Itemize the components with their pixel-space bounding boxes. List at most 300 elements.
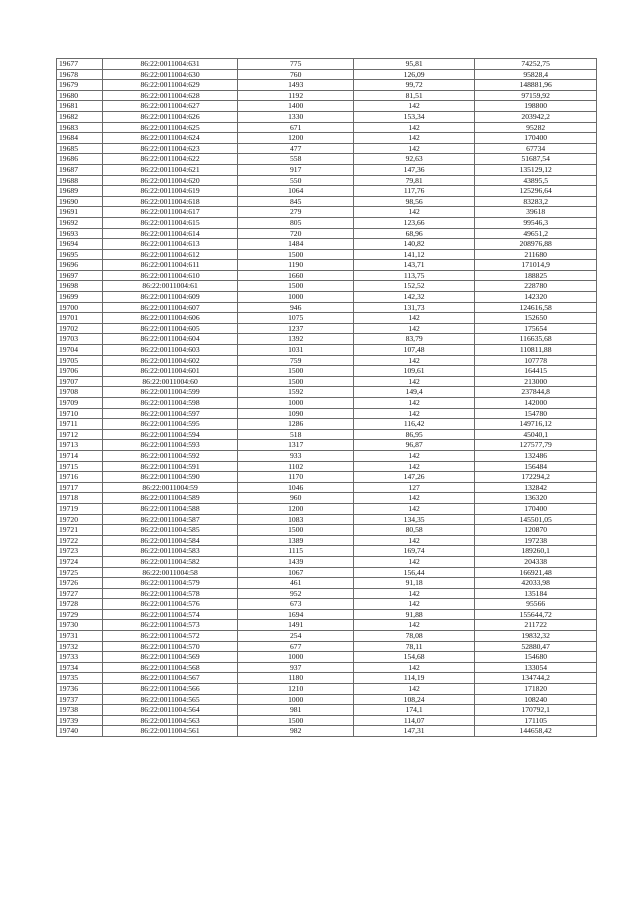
value-cell: 237844,8 bbox=[475, 387, 597, 398]
value-cell: 95282 bbox=[475, 122, 597, 133]
value-cell: 43895,5 bbox=[475, 175, 597, 186]
row-number-cell: 19700 bbox=[57, 302, 103, 313]
cadastral-number-cell: 86:22:0011004:621 bbox=[102, 164, 238, 175]
rate-cell: 113,75 bbox=[353, 270, 474, 281]
row-number-cell: 19720 bbox=[57, 514, 103, 525]
value-cell: 170792,1 bbox=[475, 705, 597, 716]
area-cell: 1500 bbox=[238, 376, 353, 387]
area-cell: 937 bbox=[238, 662, 353, 673]
rate-cell: 91,88 bbox=[353, 609, 474, 620]
cadastral-number-cell: 86:22:0011004:589 bbox=[102, 493, 238, 504]
value-cell: 152650 bbox=[475, 313, 597, 324]
cadastral-number-cell: 86:22:0011004:618 bbox=[102, 196, 238, 207]
cadastral-number-cell: 86:22:0011004:613 bbox=[102, 239, 238, 250]
row-number-cell: 19686 bbox=[57, 154, 103, 165]
value-cell: 95828,4 bbox=[475, 69, 597, 80]
value-cell: 19832,32 bbox=[475, 631, 597, 642]
cadastral-number-cell: 86:22:0011004:609 bbox=[102, 292, 238, 303]
row-number-cell: 19716 bbox=[57, 472, 103, 483]
area-cell: 1237 bbox=[238, 323, 353, 334]
area-cell: 1090 bbox=[238, 408, 353, 419]
cadastral-number-cell: 86:22:0011004:564 bbox=[102, 705, 238, 716]
area-cell: 759 bbox=[238, 355, 353, 366]
value-cell: 110811,88 bbox=[475, 345, 597, 356]
cadastral-number-cell: 86:22:0011004:61 bbox=[102, 281, 238, 292]
cadastral-number-cell: 86:22:0011004:601 bbox=[102, 366, 238, 377]
rate-cell: 154,68 bbox=[353, 652, 474, 663]
row-number-cell: 19710 bbox=[57, 408, 103, 419]
cadastral-number-cell: 86:22:0011004:631 bbox=[102, 59, 238, 70]
rate-cell: 123,66 bbox=[353, 217, 474, 228]
cadastral-number-cell: 86:22:0011004:594 bbox=[102, 429, 238, 440]
cadastral-number-cell: 86:22:0011004:614 bbox=[102, 228, 238, 239]
value-cell: 172294,2 bbox=[475, 472, 597, 483]
table-row bbox=[57, 652, 597, 663]
table-row bbox=[57, 207, 597, 218]
rate-cell: 126,09 bbox=[353, 69, 474, 80]
rate-cell: 142 bbox=[353, 101, 474, 112]
rate-cell: 149,4 bbox=[353, 387, 474, 398]
value-cell: 51687,54 bbox=[475, 154, 597, 165]
table-row bbox=[57, 122, 597, 133]
rate-cell: 108,24 bbox=[353, 694, 474, 705]
row-number-cell: 19694 bbox=[57, 239, 103, 250]
rate-cell: 99,72 bbox=[353, 80, 474, 91]
row-number-cell: 19706 bbox=[57, 366, 103, 377]
value-cell: 127577,79 bbox=[475, 440, 597, 451]
cadastral-number-cell: 86:22:0011004:573 bbox=[102, 620, 238, 631]
row-number-cell: 19717 bbox=[57, 482, 103, 493]
rate-cell: 142 bbox=[353, 493, 474, 504]
table-row bbox=[57, 726, 597, 737]
area-cell: 550 bbox=[238, 175, 353, 186]
area-cell: 279 bbox=[238, 207, 353, 218]
row-number-cell: 19699 bbox=[57, 292, 103, 303]
cadastral-number-cell: 86:22:0011004:599 bbox=[102, 387, 238, 398]
row-number-cell: 19735 bbox=[57, 673, 103, 684]
row-number-cell: 19724 bbox=[57, 556, 103, 567]
table-row bbox=[57, 313, 597, 324]
cadastral-number-cell: 86:22:0011004:597 bbox=[102, 408, 238, 419]
cadastral-number-cell: 86:22:0011004:590 bbox=[102, 472, 238, 483]
row-number-cell: 19723 bbox=[57, 546, 103, 557]
row-number-cell: 19685 bbox=[57, 143, 103, 154]
value-cell: 204338 bbox=[475, 556, 597, 567]
table-row bbox=[57, 631, 597, 642]
area-cell: 933 bbox=[238, 450, 353, 461]
value-cell: 49651,2 bbox=[475, 228, 597, 239]
table-row bbox=[57, 249, 597, 260]
table-row bbox=[57, 472, 597, 483]
value-cell: 175654 bbox=[475, 323, 597, 334]
rate-cell: 92,63 bbox=[353, 154, 474, 165]
cadastral-number-cell: 86:22:0011004:563 bbox=[102, 715, 238, 726]
row-number-cell: 19725 bbox=[57, 567, 103, 578]
rate-cell: 142 bbox=[353, 535, 474, 546]
cadastral-number-cell: 86:22:0011004:585 bbox=[102, 525, 238, 536]
area-cell: 1392 bbox=[238, 334, 353, 345]
cadastral-number-cell: 86:22:0011004:565 bbox=[102, 694, 238, 705]
area-cell: 477 bbox=[238, 143, 353, 154]
value-cell: 108240 bbox=[475, 694, 597, 705]
table-row bbox=[57, 80, 597, 91]
table-row bbox=[57, 101, 597, 112]
table-row bbox=[57, 323, 597, 334]
area-cell: 1694 bbox=[238, 609, 353, 620]
area-cell: 1210 bbox=[238, 684, 353, 695]
row-number-cell: 19736 bbox=[57, 684, 103, 695]
value-cell: 116635,68 bbox=[475, 334, 597, 345]
rate-cell: 98,56 bbox=[353, 196, 474, 207]
value-cell: 228780 bbox=[475, 281, 597, 292]
value-cell: 124616,58 bbox=[475, 302, 597, 313]
area-cell: 720 bbox=[238, 228, 353, 239]
value-cell: 52880,47 bbox=[475, 641, 597, 652]
cadastral-number-cell: 86:22:0011004:569 bbox=[102, 652, 238, 663]
table-row bbox=[57, 355, 597, 366]
table-row bbox=[57, 641, 597, 652]
value-cell: 45040,1 bbox=[475, 429, 597, 440]
cadastral-number-cell: 86:22:0011004:630 bbox=[102, 69, 238, 80]
rate-cell: 142 bbox=[353, 408, 474, 419]
cadastral-number-cell: 86:22:0011004:587 bbox=[102, 514, 238, 525]
area-cell: 254 bbox=[238, 631, 353, 642]
rate-cell: 143,71 bbox=[353, 260, 474, 271]
table-row bbox=[57, 546, 597, 557]
area-cell: 775 bbox=[238, 59, 353, 70]
area-cell: 946 bbox=[238, 302, 353, 313]
rate-cell: 142 bbox=[353, 662, 474, 673]
cadastral-number-cell: 86:22:0011004:627 bbox=[102, 101, 238, 112]
area-cell: 671 bbox=[238, 122, 353, 133]
rate-cell: 68,96 bbox=[353, 228, 474, 239]
cadastral-number-cell: 86:22:0011004:591 bbox=[102, 461, 238, 472]
cadastral-number-cell: 86:22:0011004:584 bbox=[102, 535, 238, 546]
value-cell: 125296,64 bbox=[475, 186, 597, 197]
cadastral-number-cell: 86:22:0011004:624 bbox=[102, 133, 238, 144]
table-row bbox=[57, 440, 597, 451]
rate-cell: 153,34 bbox=[353, 111, 474, 122]
rate-cell: 95,81 bbox=[353, 59, 474, 70]
area-cell: 1031 bbox=[238, 345, 353, 356]
row-number-cell: 19732 bbox=[57, 641, 103, 652]
area-cell: 1115 bbox=[238, 546, 353, 557]
area-cell: 1064 bbox=[238, 186, 353, 197]
area-cell: 1000 bbox=[238, 292, 353, 303]
table-row bbox=[57, 525, 597, 536]
area-cell: 1493 bbox=[238, 80, 353, 91]
table-row bbox=[57, 398, 597, 409]
row-number-cell: 19689 bbox=[57, 186, 103, 197]
area-cell: 952 bbox=[238, 588, 353, 599]
row-number-cell: 19680 bbox=[57, 90, 103, 101]
row-number-cell: 19678 bbox=[57, 69, 103, 80]
table-row bbox=[57, 292, 597, 303]
rate-cell: 142 bbox=[353, 323, 474, 334]
value-cell: 156484 bbox=[475, 461, 597, 472]
rate-cell: 107,48 bbox=[353, 345, 474, 356]
table-row bbox=[57, 133, 597, 144]
rate-cell: 142 bbox=[353, 355, 474, 366]
cadastral-number-cell: 86:22:0011004:625 bbox=[102, 122, 238, 133]
rate-cell: 142,32 bbox=[353, 292, 474, 303]
row-number-cell: 19679 bbox=[57, 80, 103, 91]
row-number-cell: 19739 bbox=[57, 715, 103, 726]
row-number-cell: 19681 bbox=[57, 101, 103, 112]
value-cell: 132486 bbox=[475, 450, 597, 461]
rate-cell: 142 bbox=[353, 556, 474, 567]
rate-cell: 79,81 bbox=[353, 175, 474, 186]
value-cell: 154780 bbox=[475, 408, 597, 419]
value-cell: 135129,12 bbox=[475, 164, 597, 175]
cadastral-number-cell: 86:22:0011004:612 bbox=[102, 249, 238, 260]
area-cell: 1170 bbox=[238, 472, 353, 483]
cadastral-number-cell: 86:22:0011004:617 bbox=[102, 207, 238, 218]
value-cell: 154680 bbox=[475, 652, 597, 663]
area-cell: 1200 bbox=[238, 503, 353, 514]
rate-cell: 142 bbox=[353, 588, 474, 599]
rate-cell: 131,73 bbox=[353, 302, 474, 313]
area-cell: 1046 bbox=[238, 482, 353, 493]
rate-cell: 147,31 bbox=[353, 726, 474, 737]
table-row bbox=[57, 578, 597, 589]
table-row bbox=[57, 69, 597, 80]
area-cell: 518 bbox=[238, 429, 353, 440]
rate-cell: 127 bbox=[353, 482, 474, 493]
table-row bbox=[57, 535, 597, 546]
rate-cell: 81,51 bbox=[353, 90, 474, 101]
table-row bbox=[57, 143, 597, 154]
rate-cell: 142 bbox=[353, 133, 474, 144]
area-cell: 1000 bbox=[238, 694, 353, 705]
rate-cell: 142 bbox=[353, 143, 474, 154]
rate-cell: 147,26 bbox=[353, 472, 474, 483]
row-number-cell: 19704 bbox=[57, 345, 103, 356]
rate-cell: 78,11 bbox=[353, 641, 474, 652]
value-cell: 198800 bbox=[475, 101, 597, 112]
area-cell: 1102 bbox=[238, 461, 353, 472]
table-row bbox=[57, 154, 597, 165]
value-cell: 134744,2 bbox=[475, 673, 597, 684]
rate-cell: 142 bbox=[353, 398, 474, 409]
area-cell: 1500 bbox=[238, 281, 353, 292]
area-cell: 1067 bbox=[238, 567, 353, 578]
table-row bbox=[57, 111, 597, 122]
value-cell: 211680 bbox=[475, 249, 597, 260]
area-cell: 845 bbox=[238, 196, 353, 207]
cadastral-number-cell: 86:22:0011004:578 bbox=[102, 588, 238, 599]
area-cell: 1500 bbox=[238, 249, 353, 260]
table-row bbox=[57, 588, 597, 599]
cadastral-number-cell: 86:22:0011004:59 bbox=[102, 482, 238, 493]
cadastral-number-cell: 86:22:0011004:595 bbox=[102, 419, 238, 430]
table-row bbox=[57, 694, 597, 705]
value-cell: 155644,72 bbox=[475, 609, 597, 620]
cadastral-number-cell: 86:22:0011004:610 bbox=[102, 270, 238, 281]
value-cell: 145501,05 bbox=[475, 514, 597, 525]
row-number-cell: 19740 bbox=[57, 726, 103, 737]
area-cell: 1075 bbox=[238, 313, 353, 324]
area-cell: 461 bbox=[238, 578, 353, 589]
value-cell: 133054 bbox=[475, 662, 597, 673]
cadastral-number-cell: 86:22:0011004:566 bbox=[102, 684, 238, 695]
area-cell: 1592 bbox=[238, 387, 353, 398]
rate-cell: 169,74 bbox=[353, 546, 474, 557]
row-number-cell: 19711 bbox=[57, 419, 103, 430]
value-cell: 83283,2 bbox=[475, 196, 597, 207]
area-cell: 1180 bbox=[238, 673, 353, 684]
area-cell: 1439 bbox=[238, 556, 353, 567]
row-number-cell: 19738 bbox=[57, 705, 103, 716]
row-number-cell: 19709 bbox=[57, 398, 103, 409]
value-cell: 142000 bbox=[475, 398, 597, 409]
value-cell: 213000 bbox=[475, 376, 597, 387]
value-cell: 171105 bbox=[475, 715, 597, 726]
table-row bbox=[57, 90, 597, 101]
table-row bbox=[57, 493, 597, 504]
rate-cell: 147,36 bbox=[353, 164, 474, 175]
rate-cell: 156,44 bbox=[353, 567, 474, 578]
rate-cell: 91,18 bbox=[353, 578, 474, 589]
rate-cell: 117,76 bbox=[353, 186, 474, 197]
table-row bbox=[57, 715, 597, 726]
table-row bbox=[57, 387, 597, 398]
cadastral-number-cell: 86:22:0011004:603 bbox=[102, 345, 238, 356]
area-cell: 1000 bbox=[238, 398, 353, 409]
row-number-cell: 19696 bbox=[57, 260, 103, 271]
cadastral-number-cell: 86:22:0011004:602 bbox=[102, 355, 238, 366]
area-cell: 677 bbox=[238, 641, 353, 652]
cadastral-number-cell: 86:22:0011004:615 bbox=[102, 217, 238, 228]
row-number-cell: 19702 bbox=[57, 323, 103, 334]
cadastral-number-cell: 86:22:0011004:628 bbox=[102, 90, 238, 101]
table-row bbox=[57, 662, 597, 673]
area-cell: 1491 bbox=[238, 620, 353, 631]
value-cell: 188825 bbox=[475, 270, 597, 281]
area-cell: 1083 bbox=[238, 514, 353, 525]
area-cell: 760 bbox=[238, 69, 353, 80]
value-cell: 203942,2 bbox=[475, 111, 597, 122]
table-row bbox=[57, 705, 597, 716]
table-row bbox=[57, 59, 597, 70]
cadastral-number-cell: 86:22:0011004:619 bbox=[102, 186, 238, 197]
row-number-cell: 19734 bbox=[57, 662, 103, 673]
cadastral-number-cell: 86:22:0011004:561 bbox=[102, 726, 238, 737]
value-cell: 170400 bbox=[475, 503, 597, 514]
row-number-cell: 19697 bbox=[57, 270, 103, 281]
table-row bbox=[57, 556, 597, 567]
table-body bbox=[57, 59, 597, 737]
row-number-cell: 19705 bbox=[57, 355, 103, 366]
table-row bbox=[57, 408, 597, 419]
row-number-cell: 19713 bbox=[57, 440, 103, 451]
value-cell: 171014,9 bbox=[475, 260, 597, 271]
rate-cell: 141,12 bbox=[353, 249, 474, 260]
cadastral-number-cell: 86:22:0011004:588 bbox=[102, 503, 238, 514]
row-number-cell: 19715 bbox=[57, 461, 103, 472]
cadastral-number-cell: 86:22:0011004:620 bbox=[102, 175, 238, 186]
cadastral-number-cell: 86:22:0011004:606 bbox=[102, 313, 238, 324]
value-cell: 171820 bbox=[475, 684, 597, 695]
area-cell: 1192 bbox=[238, 90, 353, 101]
value-cell: 166921,48 bbox=[475, 567, 597, 578]
cadastral-number-cell: 86:22:0011004:593 bbox=[102, 440, 238, 451]
table-row bbox=[57, 609, 597, 620]
row-number-cell: 19722 bbox=[57, 535, 103, 546]
cadastral-number-cell: 86:22:0011004:623 bbox=[102, 143, 238, 154]
rate-cell: 140,82 bbox=[353, 239, 474, 250]
area-cell: 1317 bbox=[238, 440, 353, 451]
row-number-cell: 19698 bbox=[57, 281, 103, 292]
area-cell: 1660 bbox=[238, 270, 353, 281]
row-number-cell: 19731 bbox=[57, 631, 103, 642]
cadastral-number-cell: 86:22:0011004:570 bbox=[102, 641, 238, 652]
rate-cell: 142 bbox=[353, 620, 474, 631]
row-number-cell: 19737 bbox=[57, 694, 103, 705]
cadastral-number-cell: 86:22:0011004:58 bbox=[102, 567, 238, 578]
cadastral-number-cell: 86:22:0011004:592 bbox=[102, 450, 238, 461]
table-row bbox=[57, 270, 597, 281]
value-cell: 197238 bbox=[475, 535, 597, 546]
value-cell: 42033,98 bbox=[475, 578, 597, 589]
cadastral-number-cell: 86:22:0011004:626 bbox=[102, 111, 238, 122]
cadastral-number-cell: 86:22:0011004:567 bbox=[102, 673, 238, 684]
cadastral-number-cell: 86:22:0011004:611 bbox=[102, 260, 238, 271]
land-cadastral-table bbox=[56, 58, 597, 737]
value-cell: 95566 bbox=[475, 599, 597, 610]
row-number-cell: 19714 bbox=[57, 450, 103, 461]
row-number-cell: 19691 bbox=[57, 207, 103, 218]
table-row bbox=[57, 302, 597, 313]
table-row bbox=[57, 482, 597, 493]
area-cell: 1190 bbox=[238, 260, 353, 271]
cadastral-number-cell: 86:22:0011004:582 bbox=[102, 556, 238, 567]
rate-cell: 80,58 bbox=[353, 525, 474, 536]
rate-cell: 109,61 bbox=[353, 366, 474, 377]
cadastral-number-cell: 86:22:0011004:598 bbox=[102, 398, 238, 409]
row-number-cell: 19683 bbox=[57, 122, 103, 133]
value-cell: 142320 bbox=[475, 292, 597, 303]
rate-cell: 174,1 bbox=[353, 705, 474, 716]
area-cell: 1500 bbox=[238, 715, 353, 726]
table-row bbox=[57, 281, 597, 292]
row-number-cell: 19682 bbox=[57, 111, 103, 122]
table-row bbox=[57, 599, 597, 610]
rate-cell: 142 bbox=[353, 461, 474, 472]
row-number-cell: 19703 bbox=[57, 334, 103, 345]
row-number-cell: 19695 bbox=[57, 249, 103, 260]
table-row bbox=[57, 567, 597, 578]
row-number-cell: 19719 bbox=[57, 503, 103, 514]
area-cell: 981 bbox=[238, 705, 353, 716]
area-cell: 1400 bbox=[238, 101, 353, 112]
value-cell: 97159,92 bbox=[475, 90, 597, 101]
value-cell: 136320 bbox=[475, 493, 597, 504]
rate-cell: 142 bbox=[353, 376, 474, 387]
value-cell: 208976,88 bbox=[475, 239, 597, 250]
table-row bbox=[57, 376, 597, 387]
rate-cell: 142 bbox=[353, 313, 474, 324]
table-row bbox=[57, 450, 597, 461]
value-cell: 211722 bbox=[475, 620, 597, 631]
value-cell: 148881,96 bbox=[475, 80, 597, 91]
value-cell: 120870 bbox=[475, 525, 597, 536]
table-row bbox=[57, 673, 597, 684]
area-cell: 960 bbox=[238, 493, 353, 504]
cadastral-number-cell: 86:22:0011004:604 bbox=[102, 334, 238, 345]
table-row bbox=[57, 186, 597, 197]
area-cell: 1286 bbox=[238, 419, 353, 430]
